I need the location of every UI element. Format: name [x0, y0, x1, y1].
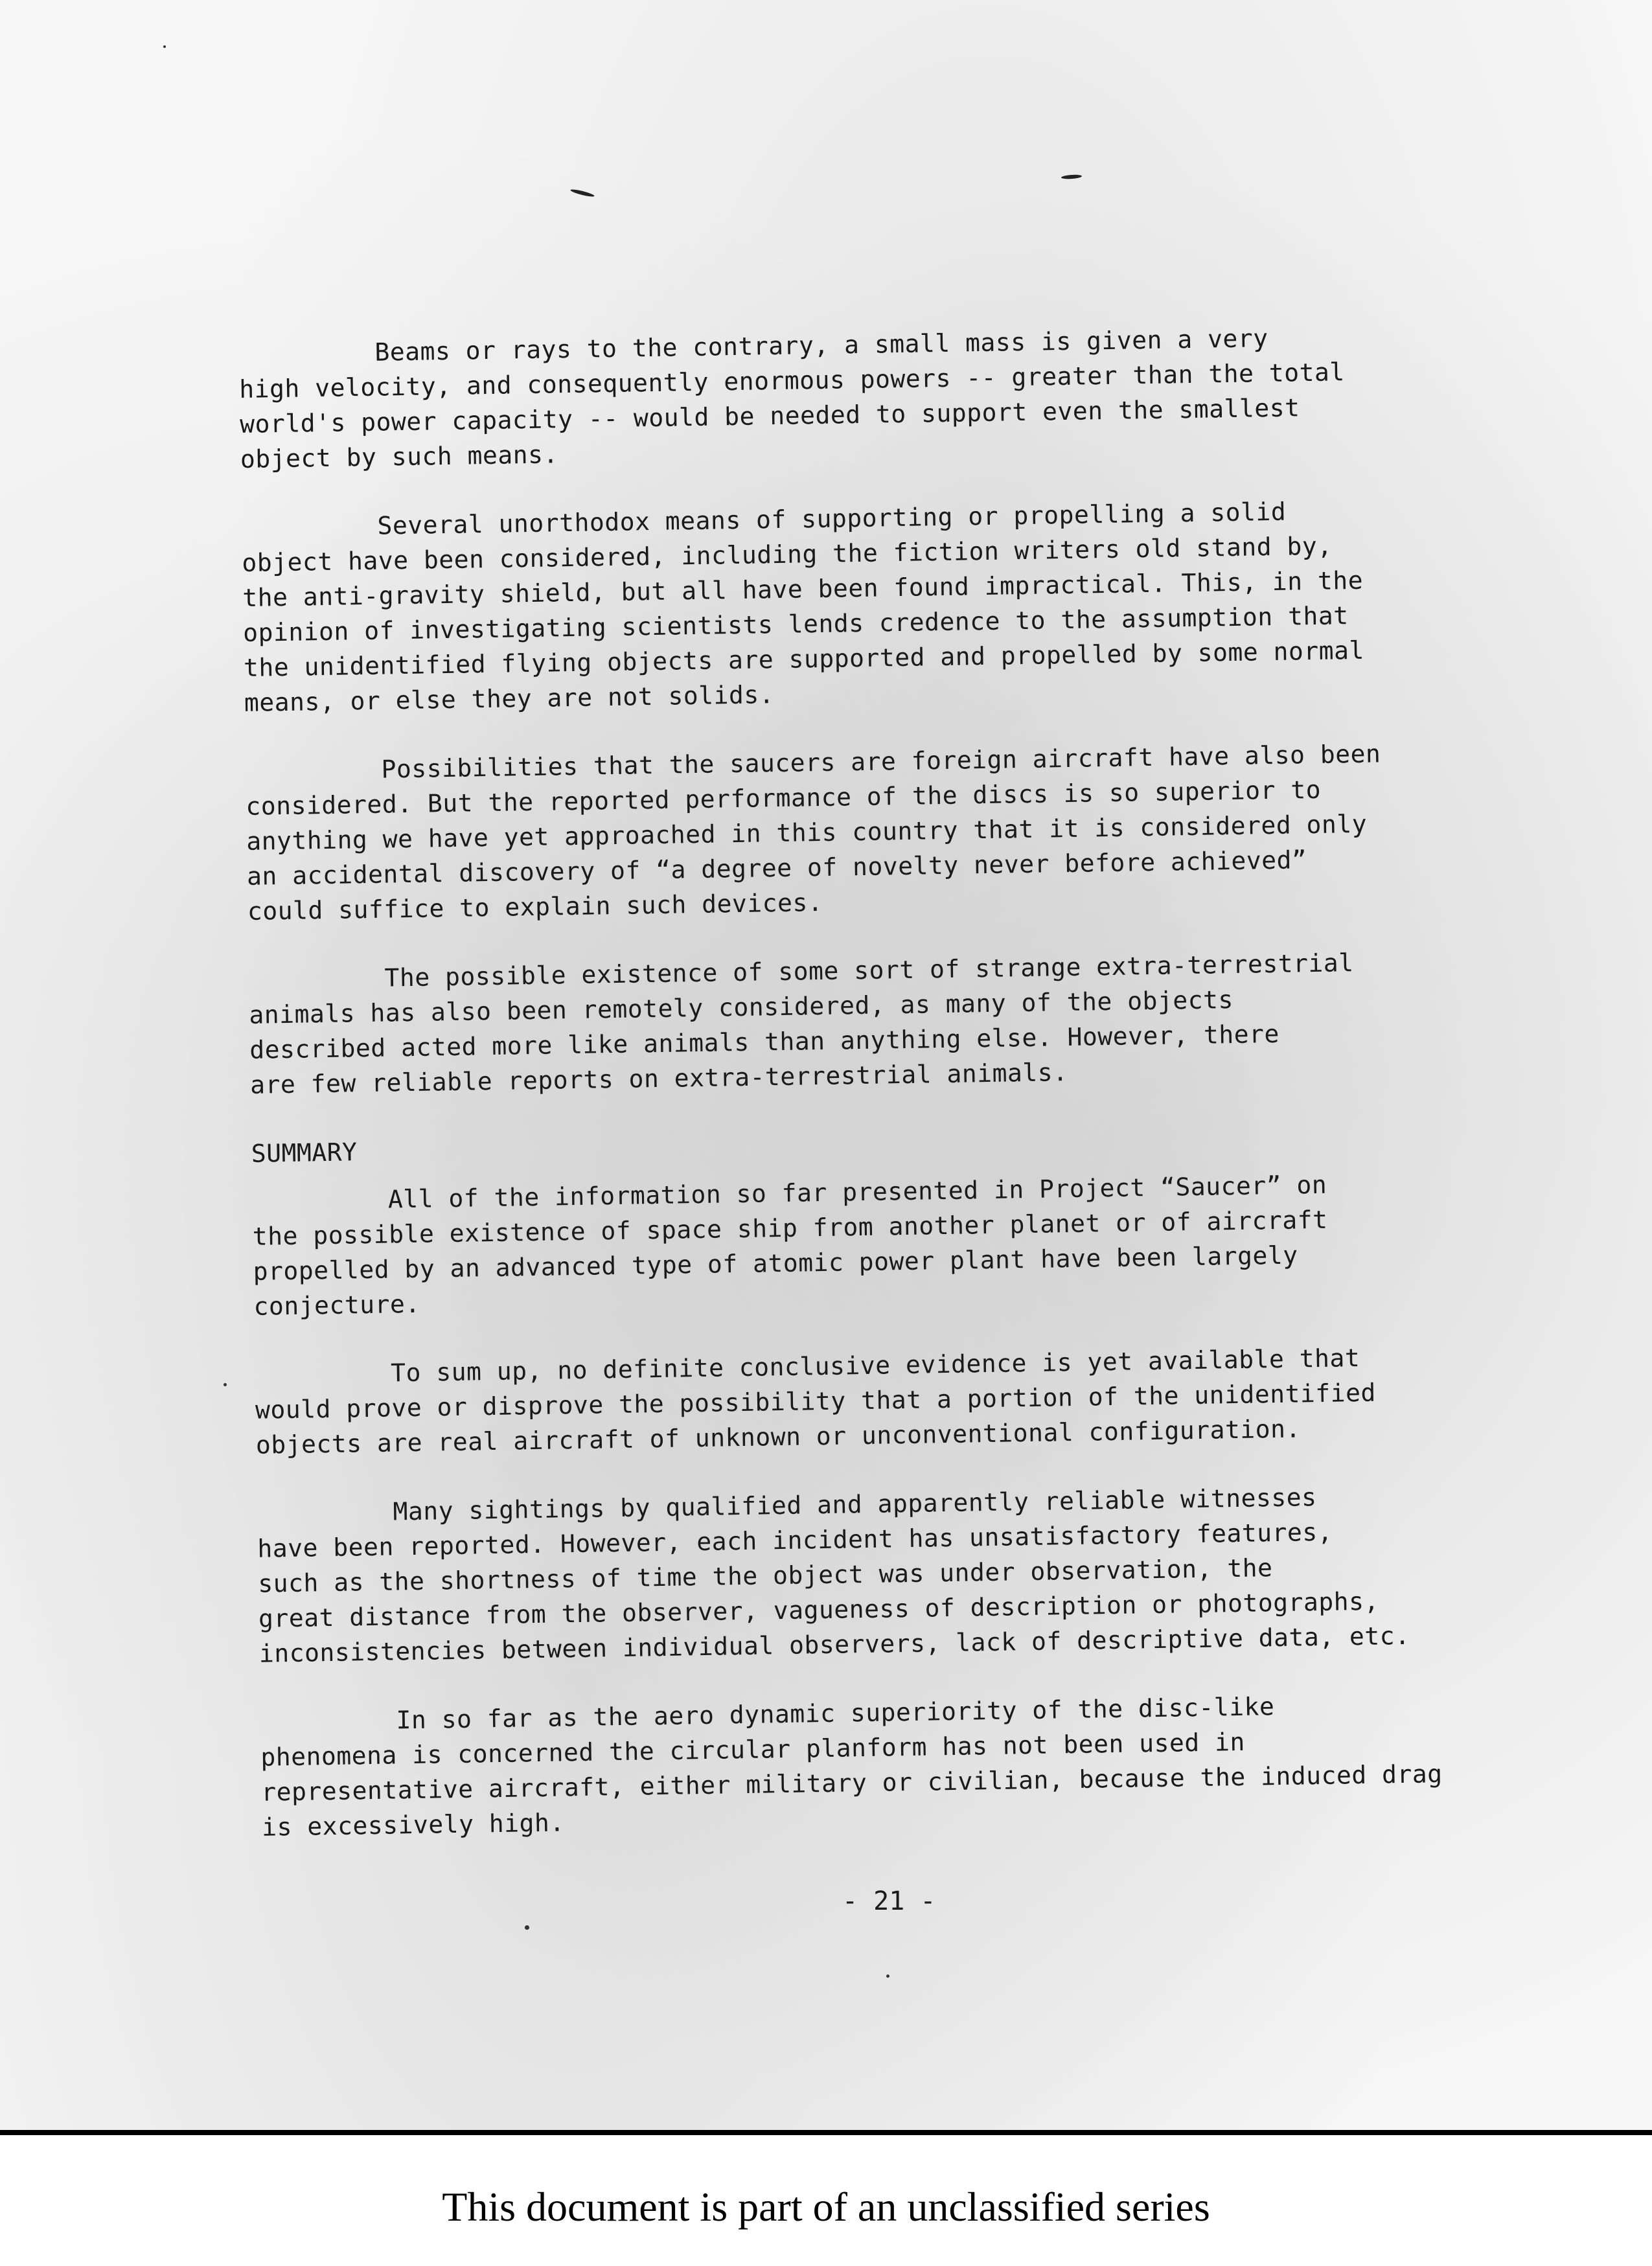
summary-paragraph: All of the information so far presented in Project “Saucer” on the possible existence of space ship from another planet or of aircraft propelled by an advanced type of atomic power plant have been largely conjecture.: [252, 1170, 1328, 1321]
paragraph: Possibilities that the saucers are foreign aircraft have also been considered. But the reported performance of the discs is so superior to anything we have yet approached in this country that it is considered only an accidental discovery of “a degree of novelty never before achieved” could suffice to explain such devices.: [246, 739, 1381, 926]
scan-speck: [224, 1383, 227, 1386]
summary-paragraph: Many sightings by qualified and apparently reliable witnesses have been reported. However, each incident has unsatisfactory features, such as the shortness of time the object was under observation, the great distance from the observer, vagueness of description or photographs, inconsistencies between individual observers, lack of descriptive data, etc.: [257, 1483, 1410, 1668]
summary-heading: SUMMARY: [251, 1138, 358, 1168]
scan-mark: [1061, 174, 1082, 179]
page-number: - 21 -: [842, 1886, 936, 1916]
paragraph: The possible existence of some sort of strange extra-terrestrial animals has also been remotely considered, as many of the objects described acted more like animals than anything else. However, there are few reliable reports on extra-terrestrial animals.: [249, 948, 1354, 1099]
paragraph: Several unorthodox means of supporting or propelling a solid object have been considered, including the fiction writers old stand by, the anti-gravity shield, but all have been found impractical. This, in the opinion of investigating scientists lends credence to the assumption that the unidentified flying objects are supported and propelled by some normal means, or else they are not solids.: [242, 497, 1365, 717]
paragraph: Beams or rays to the contrary, a small mass is given a very high velocity, and consequently enormous powers -- greater than the total world's power capacity -- would be needed to support even the smallest object by such means.: [238, 324, 1346, 474]
scan-speck: [525, 1925, 529, 1930]
scan-speck: [163, 45, 166, 48]
document-body: [238, 317, 1526, 1878]
footer-divider: [0, 2130, 1652, 2135]
summary-paragraph: In so far as the aero dynamic superiority of the disc-like phenomena is concerned the circular planform has not been used in representative aircraft, either military or civilian, because the induced drag is excessively high.: [260, 1692, 1443, 1842]
scan-mark: [570, 188, 595, 198]
summary-paragraph: To sum up, no definite conclusive evidence is yet available that would prove or disprove the possibility that a portion of the unidentified objects are real aircraft of unknown or unconventional configuration.: [255, 1344, 1377, 1459]
scan-speck: [886, 1974, 889, 1978]
footer-caption: This document is part of an unclassified series: [442, 2184, 1210, 2230]
